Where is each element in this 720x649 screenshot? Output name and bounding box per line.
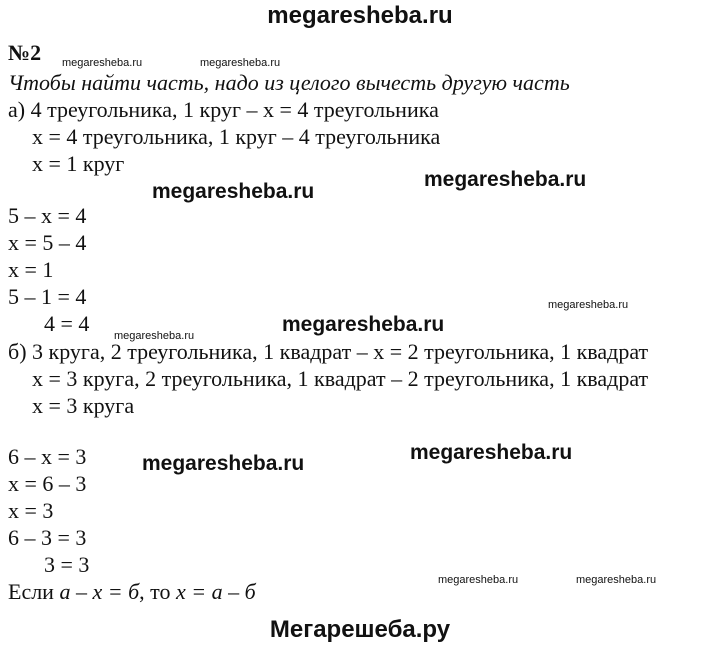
watermark-large: megaresheba.ru — [282, 313, 445, 336]
conclusion-expression-1: а – х = б — [59, 579, 140, 604]
part-b-line-2: x = 3 круга, 2 треугольника, 1 квадрат – 2 треугольника, 1 квадрат — [32, 366, 649, 391]
watermark-small: megaresheba.ru — [438, 574, 519, 586]
equation-line: x = 6 – 3 — [8, 471, 87, 496]
equation-line: 6 – 3 = 3 — [8, 525, 87, 550]
watermark-small: megaresheba.ru — [576, 574, 657, 586]
watermark-small: megaresheba.ru — [548, 299, 629, 311]
rule-text: Чтобы найти часть, надо из целого вычесть другую часть — [8, 70, 570, 95]
watermark-large: megaresheba.ru — [424, 168, 587, 191]
watermark-small: megaresheba.ru — [114, 330, 195, 342]
problem-number: №2 — [8, 40, 42, 65]
equation-line: 3 = 3 — [44, 552, 90, 577]
equation-line: 5 – 1 = 4 — [8, 284, 87, 309]
equation-line: 5 – x = 4 — [8, 203, 87, 228]
conclusion-expression-2: х = а – б — [175, 579, 256, 604]
conclusion-line — [8, 579, 256, 605]
conclusion-prefix: Если — [8, 579, 60, 604]
watermark-small: megaresheba.ru — [62, 57, 143, 69]
part-a-line-2: x = 4 треугольника, 1 круг – 4 треугольника — [32, 124, 441, 149]
watermark-large: megaresheba.ru — [410, 441, 573, 464]
equation-line: x = 5 – 4 — [8, 230, 87, 255]
watermark-small: megaresheba.ru — [200, 57, 281, 69]
site-footer: Мегарешеба.ру — [269, 616, 451, 643]
equation-line: 6 – x = 3 — [8, 444, 87, 469]
part-b-line-1: б) 3 круга, 2 треугольника, 1 квадрат – x = 2 треугольника, 1 квадрат — [8, 339, 649, 364]
part-b-line-3: x = 3 круга — [32, 393, 135, 418]
watermark-large: megaresheba.ru — [152, 180, 315, 203]
watermark-large: megaresheba.ru — [142, 452, 305, 475]
site-header: megaresheba.ru — [267, 2, 453, 29]
conclusion-middle: , то — [139, 579, 176, 604]
part-a-line-1: а) 4 треугольника, 1 круг – x = 4 треугольника — [8, 97, 439, 122]
part-a-line-3: x = 1 круг — [32, 151, 125, 176]
equation-line: 4 = 4 — [44, 311, 90, 336]
equation-line: x = 3 — [8, 498, 54, 523]
equation-line: x = 1 — [8, 257, 54, 282]
